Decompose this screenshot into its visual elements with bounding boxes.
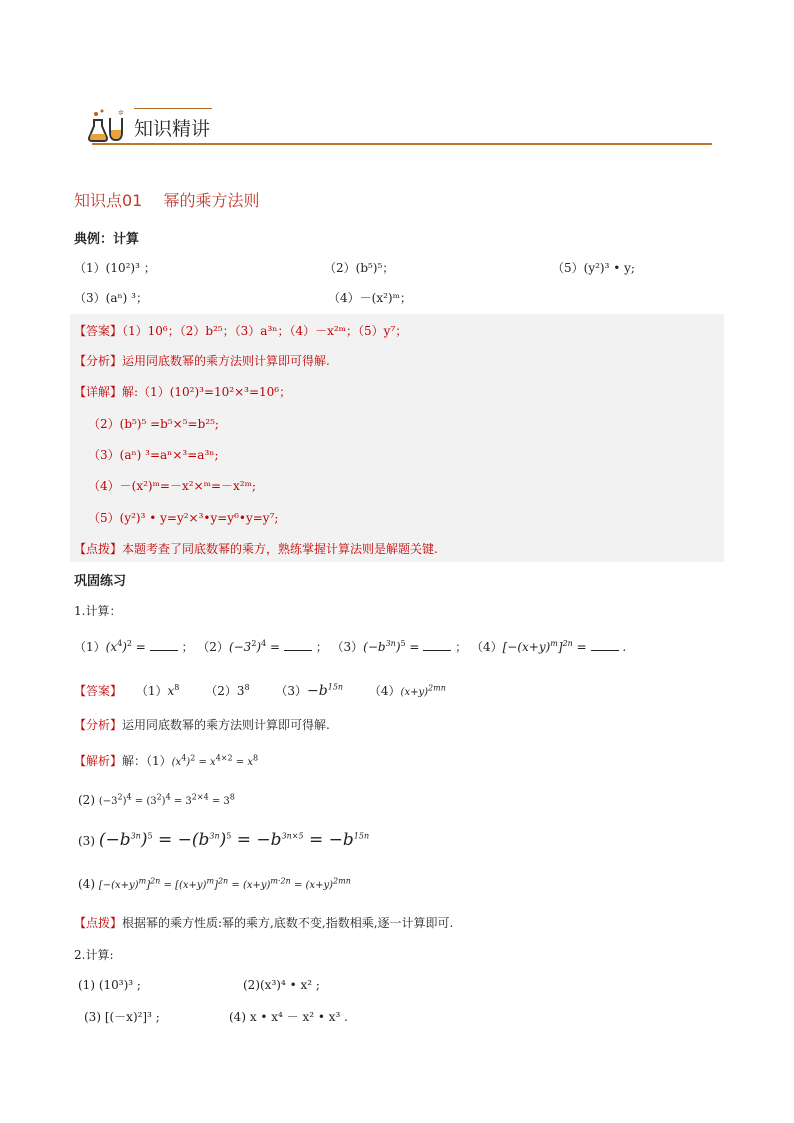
q1-part-4-label: （4）: [470, 640, 503, 654]
q1-ans-1-label: （1）: [135, 684, 168, 698]
detail-step-1: 解:（1）(10²)³=10²×³=10⁶；: [122, 385, 292, 399]
q1-solution-tag: 【解析】: [74, 754, 123, 768]
example-problem-4: （4）－(x²)ᵐ；: [328, 291, 412, 305]
q1-solution-1: 【解析】解：$(1)(x^4)^2 = x^{4\times 2} = x^8$: [74, 753, 259, 768]
question-2-label: 2.计算:: [74, 948, 114, 962]
q1-solution-2-label: (2): [78, 793, 95, 807]
header-top-rule: [134, 108, 212, 109]
example-label: 典例：计算: [74, 232, 140, 247]
analysis-text: 运用同底数幂的乘方法则计算即可得解.: [122, 354, 330, 368]
q1-solution-4-label: (4): [78, 877, 95, 891]
question-1-parts: $(1)(x^4)^2$ = ； $(2)(-3^2)^4$ = ； $(3)(-b^{3n})^5$ = ； $(4)[-(x+y)^m]^{2n}$ = .: [74, 639, 627, 654]
question-1-label: 1.计算：: [74, 604, 122, 618]
q1-answer-line: 【答案】 $(1)x^8$ $(2)3^8$ $(3)-b^{15n}$ $(4)(x+y)^{2mn}$: [74, 682, 446, 699]
tip-text: 本题考查了同底数幂的乘方，熟练掌握计算法则是解题关键.: [122, 542, 438, 556]
example-problem-5: （5）(y²)³ • y;: [552, 261, 635, 275]
detail-step-5: （5）(y²)³ • y=y²×³•y=y⁶•y=y⁷;: [88, 511, 279, 525]
q1-solution-3-label: (3): [78, 834, 95, 848]
detail-step-4: （4）－(x²)ᵐ=－x²×ᵐ=－x²ᵐ;: [88, 479, 257, 493]
q1-analysis-tag: 【分析】: [74, 718, 123, 732]
q1-solution-4: (4) $[-(x+y)^m]^{2n} = [(x+y)^m]^{2n} = (x+y)^{m\cdot 2n} = (x+y)^{2mn}$: [78, 876, 351, 891]
q2-problem-1: (1) (10³)³ ;: [78, 978, 141, 992]
answer-blank[interactable]: [591, 640, 619, 651]
q2-problem-4: (4) x • x⁴ － x² • x³ .: [229, 1010, 348, 1024]
q1-tip-text: 根据幂的乘方性质:幂的乘方,底数不变,指数相乘,逐一计算即可.: [122, 916, 454, 930]
answer-text: （1）10⁶；（2）b²⁵；（3）a³ⁿ；（4）－x²ᵐ；（5）y⁷；: [122, 324, 408, 338]
analysis-line: [74, 352, 330, 369]
q1-part-3-label: （3）: [331, 640, 364, 654]
q1-solution-3: (3) $(-b^{3n})^5 = -(b^{3n})^5 = -b^{3n\times 5} = -b^{15n}$: [78, 830, 370, 850]
knowledge-point-title: 知识点01 幂的乘方法则: [74, 191, 260, 210]
q1-ans-2-label: （2）: [205, 684, 237, 698]
q1-solution-2: (2) $(-3^2)^4 = (3^2)^4 = 3^{2\times 4} = 3^8$: [78, 792, 235, 807]
example-problem-1: （1）(10²)³ ；: [74, 261, 156, 275]
flask-icon: [88, 108, 126, 142]
answer-blank[interactable]: [423, 640, 451, 651]
q2-problem-2: (2)(x³)⁴ • x² ;: [243, 978, 320, 992]
q2-problem-3: (3) [(－x)²]³ ;: [84, 1010, 160, 1024]
q1-tip-line: [74, 914, 453, 931]
q1-solution-intro: 解：（1）: [122, 754, 172, 768]
header-rule: [92, 143, 712, 145]
example-problem-2: （2）(b⁵)⁵；: [324, 261, 395, 275]
q1-analysis-text: 运用同底数幂的乘方法则计算即可得解.: [122, 718, 330, 732]
q1-tip-tag: 【点拨】: [74, 916, 123, 930]
q1-analysis-line: [74, 716, 330, 733]
tip-line: [74, 540, 438, 557]
section-header-title: 知识精讲: [134, 118, 211, 140]
svg-text:✲: ✲: [118, 109, 124, 117]
answer-blank[interactable]: [284, 640, 312, 651]
detail-line-1: [74, 383, 291, 400]
practice-title: 巩固练习: [74, 574, 127, 589]
answer-blank[interactable]: [150, 640, 178, 651]
answer-tag: 【答案】: [74, 324, 123, 338]
answer-line: [74, 322, 407, 339]
q1-ans-4-label: （4）: [368, 684, 401, 698]
detail-tag: 【详解】: [74, 385, 123, 399]
analysis-tag: 【分析】: [74, 354, 123, 368]
q1-part-2-label: （2）: [197, 640, 229, 654]
tip-tag: 【点拨】: [74, 542, 123, 556]
q1-answer-tag: 【答案】: [74, 684, 123, 698]
q1-part-1-label: （1）: [74, 640, 106, 654]
q1-ans-3-label: （3）: [275, 684, 308, 698]
detail-step-3: （3）(aⁿ) ³=aⁿ×³=a³ⁿ;: [88, 448, 219, 462]
detail-step-2: （2）(b⁵)⁵ =b⁵×⁵=b²⁵;: [88, 417, 219, 431]
example-problem-3: （3）(aⁿ) ³；: [74, 291, 148, 305]
